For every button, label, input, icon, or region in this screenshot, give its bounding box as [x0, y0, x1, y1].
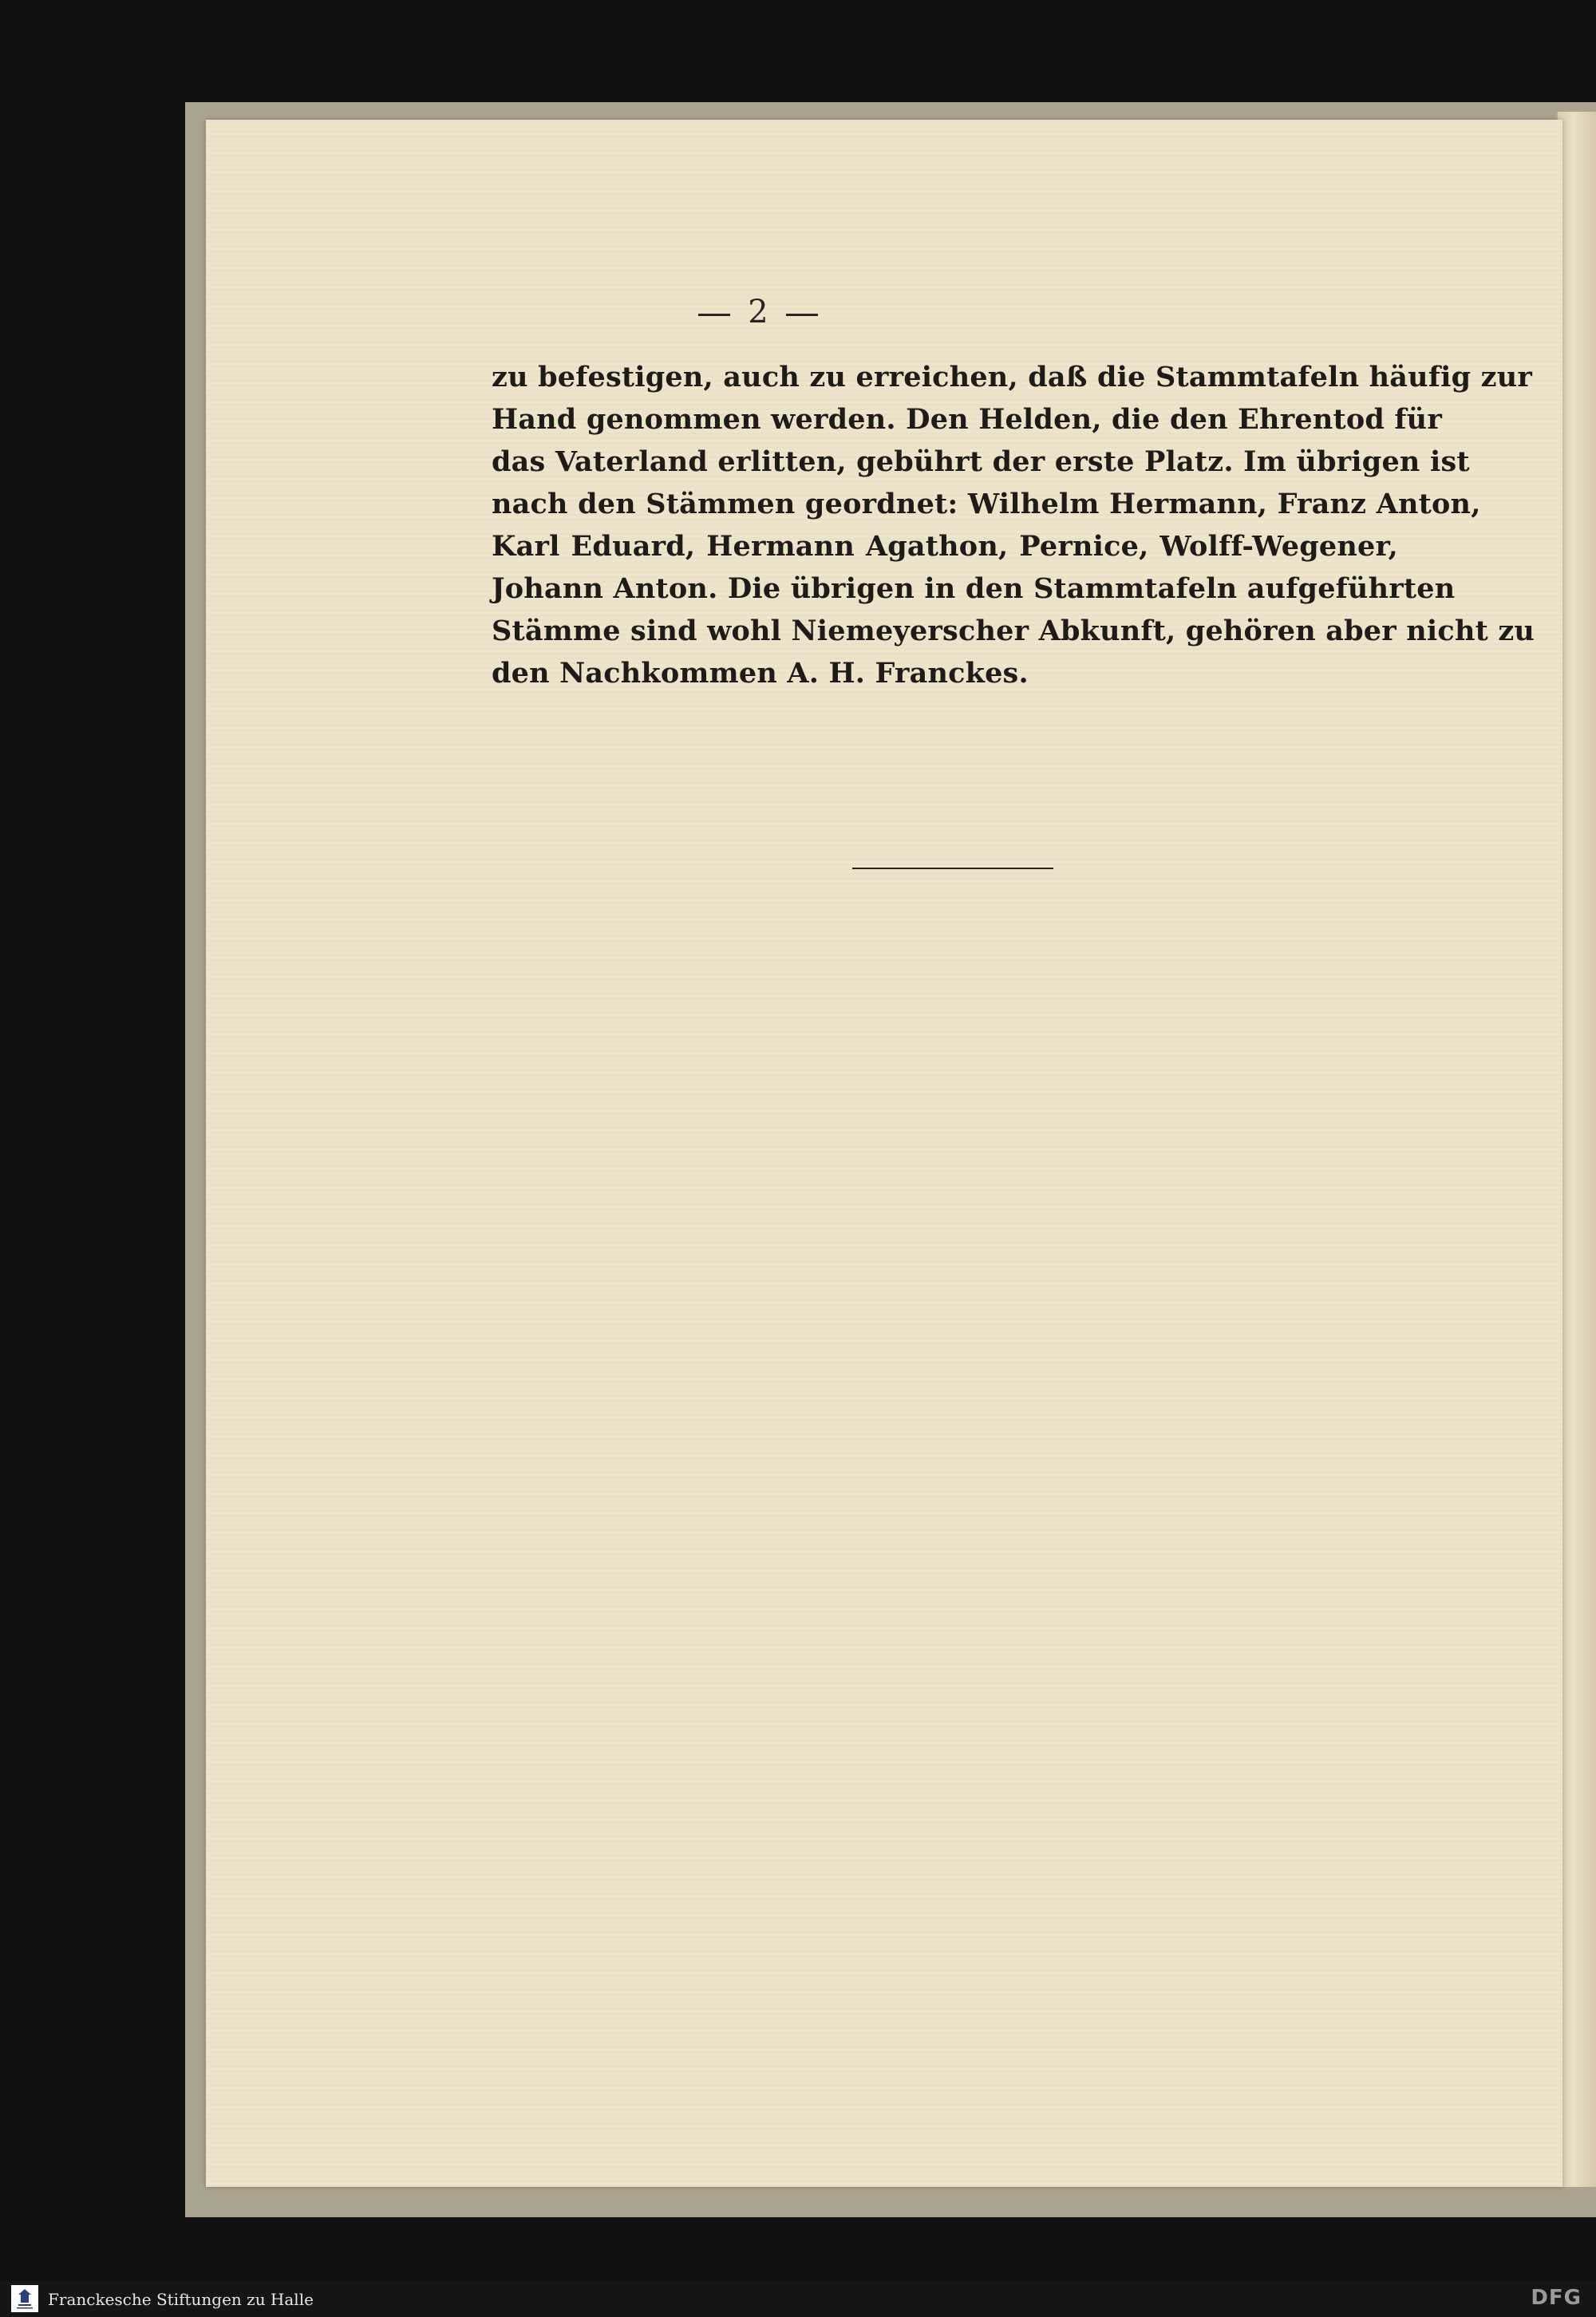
viewer-footer	[0, 2281, 1596, 2317]
text-line: den Nachkommen A. H. Franckes.	[492, 657, 1029, 690]
text-line: das Vaterland erlitten, gebührt der erste Platz. Im übrigen ist	[492, 445, 1470, 478]
book-page	[206, 120, 1562, 2187]
text-line: nach den Stämmen geordnet: Wilhelm Hermann, Franz Anton,	[492, 488, 1481, 520]
page-number-dash-right	[786, 314, 818, 316]
page-number	[80, 294, 1436, 330]
text-line: Karl Eduard, Hermann Agathon, Pernice, Wolff-Wegener,	[492, 530, 1398, 563]
text-line: Johann Anton. Die übrigen in den Stammtafeln aufgeführten	[492, 572, 1456, 605]
page-number-value: 2	[748, 294, 768, 330]
text-line: zu befestigen, auch zu erreichen, daß die Stammtafeln häufig zur	[492, 361, 1533, 393]
body-text	[492, 356, 1535, 694]
dfg-logo: DFG	[1531, 2286, 1582, 2310]
text-line: Hand genommen werden. Den Helden, die den Ehrentod für	[492, 403, 1442, 436]
text-line: Stämme sind wohl Niemeyerscher Abkunft, gehören aber nicht zu	[492, 615, 1535, 647]
section-end-rule	[852, 868, 1053, 869]
page-number-dash-left	[698, 314, 730, 316]
institution-name: Franckesche Stiftungen zu Halle	[48, 2290, 314, 2309]
franckesche-stiftungen-logo-icon	[11, 2285, 38, 2312]
